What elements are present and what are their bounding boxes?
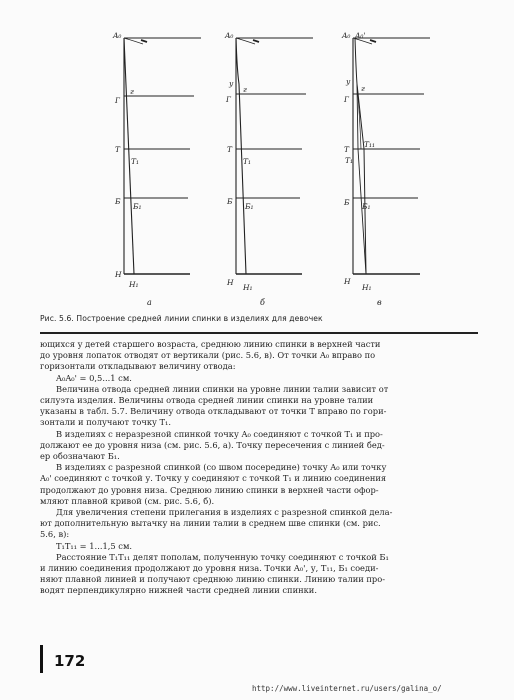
text-line: 5.6, в): <box>40 529 70 540</box>
body-text <box>40 339 480 597</box>
label-t: Т <box>227 145 233 154</box>
text-line: продолжают до уровня низа. Среднюю линию спинки в верхней части офор- <box>40 484 379 495</box>
label-a0: A₀ <box>225 31 234 40</box>
text-line: В изделиях с разрезной спинкой (со швом посередине) точку A₀ или точку <box>56 462 387 473</box>
label-n: Н <box>227 278 234 287</box>
label-n: Н <box>344 277 351 286</box>
text-line: ющихся у детей старшего возраста, среднюю линию спинки в верхней части <box>40 339 381 349</box>
label-b: Б <box>344 198 350 207</box>
label-t1: Т₁ <box>345 156 354 165</box>
label-y: у <box>346 77 351 86</box>
label-n1: Н₁ <box>362 283 372 292</box>
text-line: мляют плавной кривой (см. рис. 5.6, б). <box>40 495 215 506</box>
label-g: Г <box>115 96 120 105</box>
panel-letter-b: б <box>260 298 265 307</box>
figure-5-6 <box>0 0 514 312</box>
text-line: ер обозначают Б₁. <box>40 451 120 462</box>
figure-caption: Рис. 5.6. Построение средней линии спинки в изделиях для девочек <box>40 314 323 323</box>
label-n1: Н₁ <box>243 283 253 292</box>
text-line: горизонтали откладывают величину отвода: <box>40 361 236 372</box>
text-line: силуэта изделия. Величины отвода средней линии спинки на уровне талии <box>40 395 374 406</box>
panel-a <box>112 31 201 307</box>
text-line: A₀' соединяют с точкой у. Точку у соединяют с точкой Т₁ и линию соединения <box>40 473 387 484</box>
label-a0: A₀ <box>113 31 122 40</box>
label-a0-prime: A₀' <box>355 31 366 40</box>
footer-url: http://www.liveinternet.ru/users/galina_o/ <box>252 684 442 693</box>
text-line: и линию соединения продолжают до уровня низа. Точки A₀', у, Т₁₁, Б₁ соеди- <box>40 563 379 574</box>
label-n: Н <box>115 270 122 279</box>
text-line: няют плавной линией и получают среднюю линию спинки. Линию талии про- <box>40 574 386 585</box>
label-g-small: г <box>243 85 247 94</box>
label-b1: Б₁ <box>362 202 371 211</box>
label-g-small: г <box>130 87 134 96</box>
label-b: Б <box>227 197 233 206</box>
page-number-bar <box>40 645 43 673</box>
label-g-small: г <box>361 84 365 93</box>
text-line: Величина отвода средней линии спинки на уровне линии талии зависит от <box>56 383 389 394</box>
label-b1: Б₁ <box>133 202 142 211</box>
text-line: должают ее до уровня низа (см. рис. 5.6, а). Точку пересечения с линией бед- <box>40 439 385 450</box>
text-line: Расстояние Т₁Т₁₁ делят пополам, полученную точку соединяют с точкой Б₁ <box>56 551 389 562</box>
text-line: Для увеличения степени прилегания в изделиях с разрезной спинкой дела- <box>56 507 393 518</box>
label-b1: Б₁ <box>245 202 254 211</box>
panel-b <box>224 31 313 307</box>
label-g: Г <box>344 95 349 104</box>
label-n1: Н₁ <box>129 280 139 289</box>
label-y: у <box>229 79 234 88</box>
label-t: Т <box>115 145 121 154</box>
text-line: водят перпендикулярно нижней части средней линии спинки. <box>40 585 317 596</box>
label-b: Б <box>115 197 121 206</box>
page-number: 172 <box>54 652 86 670</box>
label-g: Г <box>226 95 231 104</box>
text-line: В изделиях с неразрезной спинкой точку A₀ соединяют с точкой Т₁ и про- <box>56 428 383 439</box>
label-t1: Т₁ <box>243 157 252 166</box>
label-t: Т <box>344 145 350 154</box>
caption-divider <box>40 332 478 334</box>
panel-letter-a: а <box>147 298 152 307</box>
panel-letter-v: в <box>377 298 382 307</box>
label-t11: Т₁₁ <box>364 140 376 149</box>
text-line: до уровня лопаток отводят от вертикали (рис. 5.6, в). От точки A₀ вправо по <box>40 350 376 361</box>
text-line: A₀A₀' = 0,5...1 см. <box>56 372 132 383</box>
text-line: Т₁Т₁₁ = 1...1,5 см. <box>56 540 133 551</box>
text-line: зонтали и получают точку Т₁. <box>40 417 172 428</box>
text-line: ют дополнительную вытачку на линии талии в среднем шве спинки (см. рис. <box>40 518 381 529</box>
text-line: указаны в табл. 5.7. Величину отвода откладывают от точки Т вправо по гори- <box>40 406 387 417</box>
label-a0: A₀ <box>342 31 351 40</box>
panel-v <box>341 31 430 307</box>
label-t1: Т₁ <box>131 157 140 166</box>
